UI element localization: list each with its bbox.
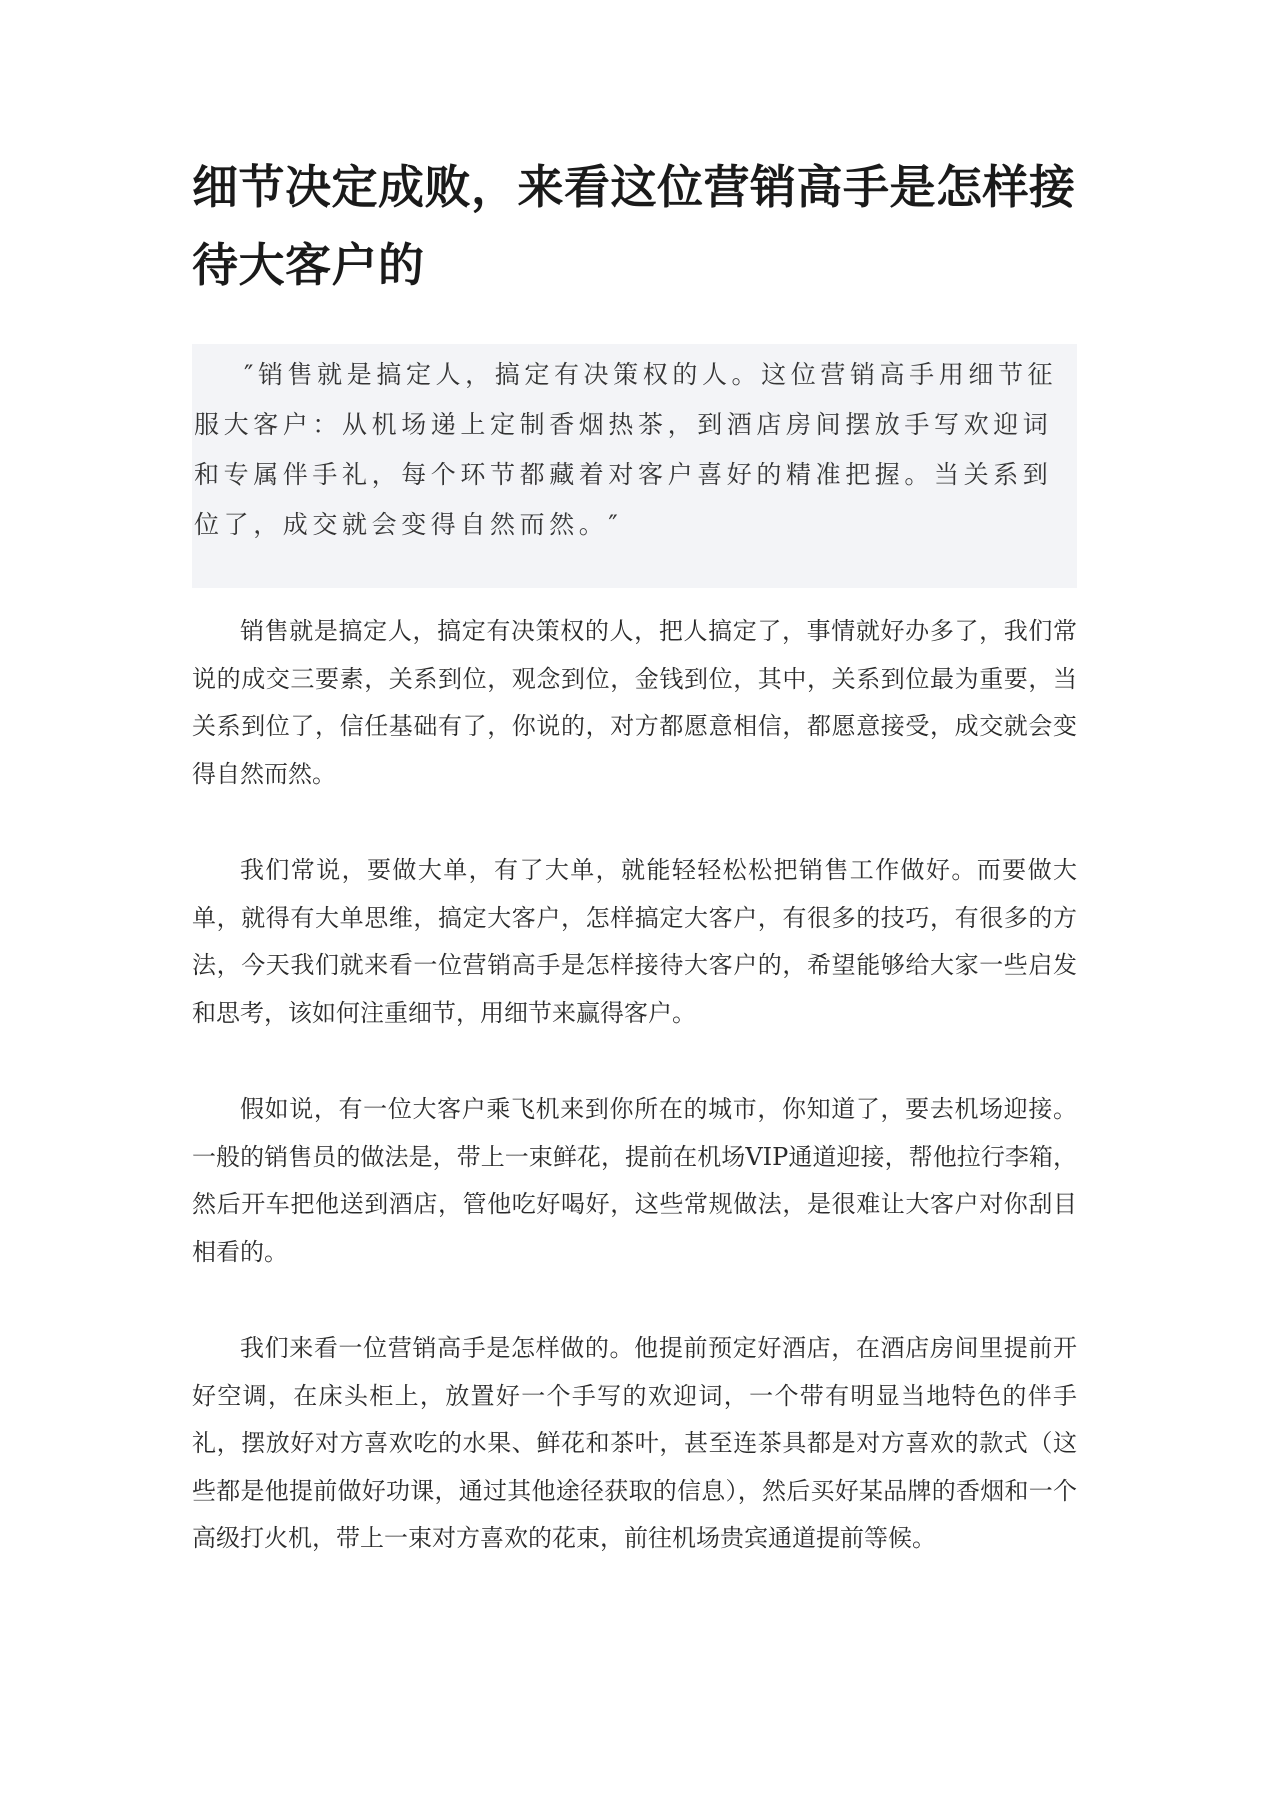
- article-title: 细节决定成败，来看这位营销高手是怎样接待大客户的: [192, 160, 1076, 292]
- paragraph-2: 我们常说，要做大单，有了大单，就能轻轻松松把销售工作做好。而要做大单，就得有大单思维，搞定大客户，怎样搞定大客户，有很多的技巧，有很多的方法，今天我们就来看一位营销高手是怎样接待大客户的，希望能够给大家一些启发和思考，该如何注重细节，用细节来赢得客户。: [192, 856, 1077, 1027]
- paragraph-1: 销售就是搞定人，搞定有决策权的人，把人搞定了，事情就好办多了，我们常说的成交三要素，关系到位，观念到位，金钱到位，其中，关系到位最为重要，当关系到位了，信任基础有了，你说的，对方都愿意相信，都愿意接受，成交就会变得自然而然。: [192, 617, 1077, 788]
- paragraph-3: 假如说，有一位大客户乘飞机来到你所在的城市，你知道了，要去机场迎接。一般的销售员的做法是，带上一束鲜花，提前在机场VIP通道迎接，帮他拉行李箱，然后开车把他送到酒店，管他吃好喝好，这些常规做法，是很难让大客户对你刮目相看的。: [192, 1095, 1077, 1266]
- summary-text: ″销售就是搞定人，搞定有决策权的人。这位营销高手用细节征服大客户：从机场递上定制香烟热茶，到酒店房间摆放手写欢迎词和专属伴手礼，每个环节都藏着对客户喜好的精准把握。当关系到位了，成交就会变得自然而然。″: [194, 360, 1058, 539]
- summary-box: [192, 344, 1077, 588]
- paragraph-4: 我们来看一位营销高手是怎样做的。他提前预定好酒店，在酒店房间里提前开好空调，在床头柜上，放置好一个手写的欢迎词，一个带有明显当地特色的伴手礼，摆放好对方喜欢吃的水果、鲜花和茶叶，甚至连茶具都是对方喜欢的款式（这些都是他提前做好功课，通过其他途径获取的信息），然后买好某品牌的香烟和一个高级打火机，带上一束对方喜欢的花束，前往机场贵宾通道提前等候。: [192, 1334, 1077, 1552]
- article: [192, 148, 1077, 1563]
